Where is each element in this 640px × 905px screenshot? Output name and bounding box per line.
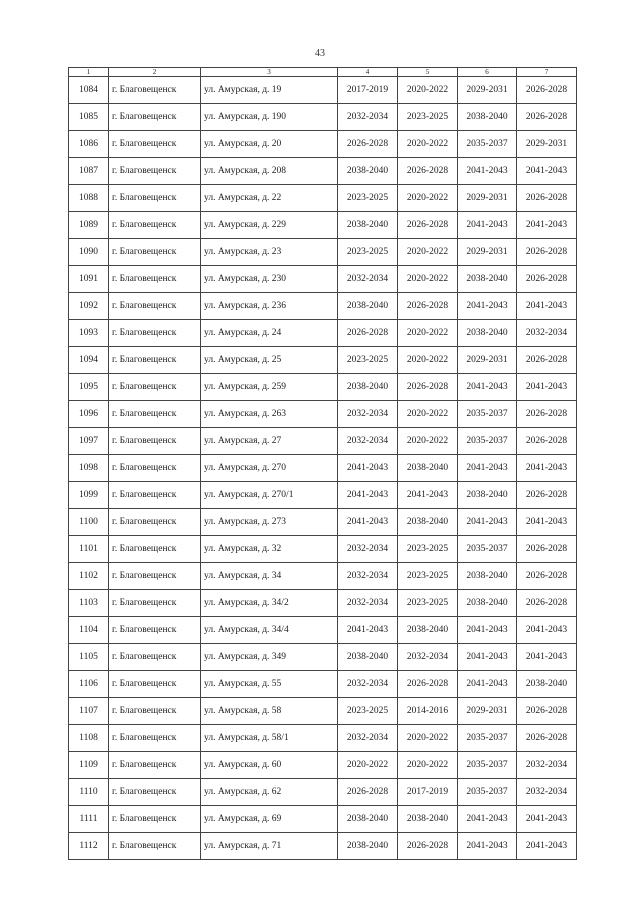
- period-cell: 2038-2040: [398, 617, 458, 644]
- period-cell: 2041-2043: [398, 482, 458, 509]
- period-cell: 2038-2040: [458, 563, 517, 590]
- period-cell: 2029-2031: [458, 347, 517, 374]
- table-row: [69, 347, 577, 374]
- period-cell: 2035-2037: [458, 131, 517, 158]
- period-cell: 2041-2043: [517, 212, 577, 239]
- address-cell: ул. Амурская, д. 27: [201, 428, 338, 455]
- address-cell: ул. Амурская, д. 58/1: [201, 725, 338, 752]
- period-cell: 2041-2043: [338, 617, 398, 644]
- address-cell: ул. Амурская, д. 34/2: [201, 590, 338, 617]
- period-cell: 2041-2043: [517, 374, 577, 401]
- column-number-header: 4: [338, 68, 398, 77]
- address-cell: ул. Амурская, д. 34: [201, 563, 338, 590]
- row-number-cell: 1102: [69, 563, 109, 590]
- period-cell: 2020-2022: [398, 239, 458, 266]
- period-cell: 2026-2028: [517, 563, 577, 590]
- period-cell: 2035-2037: [458, 428, 517, 455]
- city-cell: г. Благовещенск: [109, 104, 201, 131]
- city-cell: г. Благовещенск: [109, 725, 201, 752]
- address-cell: ул. Амурская, д. 25: [201, 347, 338, 374]
- table-row: [69, 212, 577, 239]
- period-cell: 2020-2022: [338, 752, 398, 779]
- address-cell: ул. Амурская, д. 230: [201, 266, 338, 293]
- period-cell: 2032-2034: [338, 725, 398, 752]
- table-row: [69, 806, 577, 833]
- city-cell: г. Благовещенск: [109, 428, 201, 455]
- period-cell: 2038-2040: [338, 212, 398, 239]
- address-cell: ул. Амурская, д. 270/1: [201, 482, 338, 509]
- period-cell: 2038-2040: [458, 590, 517, 617]
- period-cell: 2038-2040: [517, 671, 577, 698]
- city-cell: г. Благовещенск: [109, 185, 201, 212]
- city-cell: г. Благовещенск: [109, 158, 201, 185]
- row-number-cell: 1087: [69, 158, 109, 185]
- table-row: [69, 158, 577, 185]
- period-cell: 2023-2025: [338, 185, 398, 212]
- table-row: [69, 320, 577, 347]
- row-number-cell: 1112: [69, 833, 109, 860]
- period-cell: 2041-2043: [458, 212, 517, 239]
- period-cell: 2041-2043: [458, 671, 517, 698]
- table-row: [69, 536, 577, 563]
- period-cell: 2020-2022: [398, 347, 458, 374]
- row-number-cell: 1107: [69, 698, 109, 725]
- row-number-cell: 1108: [69, 725, 109, 752]
- period-cell: 2029-2031: [458, 185, 517, 212]
- address-cell: ул. Амурская, д. 32: [201, 536, 338, 563]
- row-number-cell: 1089: [69, 212, 109, 239]
- city-cell: г. Благовещенск: [109, 77, 201, 104]
- table-row: [69, 185, 577, 212]
- period-cell: 2023-2025: [338, 347, 398, 374]
- row-number-cell: 1101: [69, 536, 109, 563]
- address-cell: ул. Амурская, д. 22: [201, 185, 338, 212]
- period-cell: 2020-2022: [398, 401, 458, 428]
- period-cell: 2026-2028: [398, 374, 458, 401]
- period-cell: 2032-2034: [398, 644, 458, 671]
- table-row: [69, 401, 577, 428]
- period-cell: 2041-2043: [458, 806, 517, 833]
- period-cell: 2038-2040: [458, 482, 517, 509]
- column-number-header: 7: [517, 68, 577, 77]
- period-cell: 2041-2043: [458, 374, 517, 401]
- table-row: [69, 671, 577, 698]
- period-cell: 2026-2028: [517, 698, 577, 725]
- period-cell: 2026-2028: [338, 779, 398, 806]
- period-cell: 2020-2022: [398, 266, 458, 293]
- row-number-cell: 1095: [69, 374, 109, 401]
- city-cell: г. Благовещенск: [109, 509, 201, 536]
- table-row: [69, 482, 577, 509]
- period-cell: 2041-2043: [517, 833, 577, 860]
- period-cell: 2038-2040: [338, 158, 398, 185]
- table-row: [69, 293, 577, 320]
- city-cell: г. Благовещенск: [109, 239, 201, 266]
- table-row: [69, 77, 577, 104]
- address-cell: ул. Амурская, д. 259: [201, 374, 338, 401]
- table-row: [69, 833, 577, 860]
- period-cell: 2026-2028: [517, 401, 577, 428]
- period-cell: 2041-2043: [338, 482, 398, 509]
- period-cell: 2020-2022: [398, 428, 458, 455]
- row-number-cell: 1100: [69, 509, 109, 536]
- period-cell: 2032-2034: [338, 401, 398, 428]
- period-cell: 2023-2025: [338, 698, 398, 725]
- period-cell: 2029-2031: [458, 698, 517, 725]
- city-cell: г. Благовещенск: [109, 779, 201, 806]
- address-cell: ул. Амурская, д. 19: [201, 77, 338, 104]
- row-number-cell: 1086: [69, 131, 109, 158]
- period-cell: 2041-2043: [338, 455, 398, 482]
- table-row: [69, 725, 577, 752]
- column-number-header: 2: [109, 68, 201, 77]
- period-cell: 2038-2040: [398, 806, 458, 833]
- period-cell: 2035-2037: [458, 536, 517, 563]
- period-cell: 2041-2043: [458, 509, 517, 536]
- row-number-cell: 1085: [69, 104, 109, 131]
- period-cell: 2023-2025: [398, 536, 458, 563]
- period-cell: 2041-2043: [458, 617, 517, 644]
- address-cell: ул. Амурская, д. 62: [201, 779, 338, 806]
- period-cell: 2038-2040: [398, 455, 458, 482]
- row-number-cell: 1099: [69, 482, 109, 509]
- table-row: [69, 239, 577, 266]
- address-cell: ул. Амурская, д. 20: [201, 131, 338, 158]
- period-cell: 2020-2022: [398, 752, 458, 779]
- city-cell: г. Благовещенск: [109, 590, 201, 617]
- table-row: [69, 104, 577, 131]
- address-cell: ул. Амурская, д. 71: [201, 833, 338, 860]
- table-row: [69, 455, 577, 482]
- row-number-cell: 1109: [69, 752, 109, 779]
- period-cell: 2026-2028: [398, 293, 458, 320]
- period-cell: 2026-2028: [517, 239, 577, 266]
- period-cell: 2026-2028: [517, 428, 577, 455]
- address-cell: ул. Амурская, д. 60: [201, 752, 338, 779]
- table-row: [69, 428, 577, 455]
- row-number-cell: 1103: [69, 590, 109, 617]
- column-number-row: [69, 68, 577, 77]
- city-cell: г. Благовещенск: [109, 266, 201, 293]
- period-cell: 2038-2040: [338, 293, 398, 320]
- address-cell: ул. Амурская, д. 273: [201, 509, 338, 536]
- period-cell: 2017-2019: [398, 779, 458, 806]
- address-cell: ул. Амурская, д. 34/4: [201, 617, 338, 644]
- period-cell: 2023-2025: [338, 239, 398, 266]
- period-cell: 2026-2028: [398, 833, 458, 860]
- period-cell: 2032-2034: [338, 104, 398, 131]
- row-number-cell: 1105: [69, 644, 109, 671]
- table-row: [69, 374, 577, 401]
- period-cell: 2038-2040: [338, 806, 398, 833]
- period-cell: 2041-2043: [458, 644, 517, 671]
- period-cell: 2041-2043: [458, 455, 517, 482]
- period-cell: 2020-2022: [398, 725, 458, 752]
- city-cell: г. Благовещенск: [109, 212, 201, 239]
- table-row: [69, 266, 577, 293]
- column-number-header: 6: [458, 68, 517, 77]
- period-cell: 2041-2043: [458, 833, 517, 860]
- period-cell: 2041-2043: [517, 806, 577, 833]
- period-cell: 2020-2022: [398, 320, 458, 347]
- period-cell: 2026-2028: [338, 320, 398, 347]
- housing-registry-table: [68, 67, 577, 860]
- city-cell: г. Благовещенск: [109, 833, 201, 860]
- address-cell: ул. Амурская, д. 55: [201, 671, 338, 698]
- period-cell: 2041-2043: [458, 158, 517, 185]
- city-cell: г. Благовещенск: [109, 617, 201, 644]
- city-cell: г. Благовещенск: [109, 752, 201, 779]
- period-cell: 2026-2028: [517, 104, 577, 131]
- period-cell: 2038-2040: [338, 644, 398, 671]
- period-cell: 2038-2040: [458, 266, 517, 293]
- period-cell: 2029-2031: [458, 239, 517, 266]
- row-number-cell: 1098: [69, 455, 109, 482]
- row-number-cell: 1110: [69, 779, 109, 806]
- period-cell: 2020-2022: [398, 185, 458, 212]
- period-cell: 2032-2034: [338, 590, 398, 617]
- row-number-cell: 1093: [69, 320, 109, 347]
- row-number-cell: 1084: [69, 77, 109, 104]
- period-cell: 2032-2034: [517, 752, 577, 779]
- period-cell: 2041-2043: [517, 158, 577, 185]
- column-number-header: 5: [398, 68, 458, 77]
- city-cell: г. Благовещенск: [109, 806, 201, 833]
- period-cell: 2023-2025: [398, 563, 458, 590]
- period-cell: 2032-2034: [338, 563, 398, 590]
- city-cell: г. Благовещенск: [109, 671, 201, 698]
- city-cell: г. Благовещенск: [109, 131, 201, 158]
- row-number-cell: 1111: [69, 806, 109, 833]
- address-cell: ул. Амурская, д. 229: [201, 212, 338, 239]
- city-cell: г. Благовещенск: [109, 374, 201, 401]
- period-cell: 2029-2031: [458, 77, 517, 104]
- row-number-cell: 1104: [69, 617, 109, 644]
- period-cell: 2020-2022: [398, 77, 458, 104]
- address-cell: ул. Амурская, д. 190: [201, 104, 338, 131]
- period-cell: 2026-2028: [517, 590, 577, 617]
- period-cell: 2020-2022: [398, 131, 458, 158]
- city-cell: г. Благовещенск: [109, 482, 201, 509]
- period-cell: 2026-2028: [517, 77, 577, 104]
- table-row: [69, 131, 577, 158]
- row-number-cell: 1091: [69, 266, 109, 293]
- period-cell: 2029-2031: [517, 131, 577, 158]
- period-cell: 2035-2037: [458, 752, 517, 779]
- period-cell: 2041-2043: [517, 644, 577, 671]
- period-cell: 2017-2019: [338, 77, 398, 104]
- row-number-cell: 1094: [69, 347, 109, 374]
- period-cell: 2026-2028: [517, 482, 577, 509]
- row-number-cell: 1090: [69, 239, 109, 266]
- period-cell: 2026-2028: [398, 671, 458, 698]
- city-cell: г. Благовещенск: [109, 698, 201, 725]
- address-cell: ул. Амурская, д. 349: [201, 644, 338, 671]
- table-row: [69, 779, 577, 806]
- period-cell: 2038-2040: [458, 320, 517, 347]
- period-cell: 2032-2034: [338, 671, 398, 698]
- city-cell: г. Благовещенск: [109, 293, 201, 320]
- table-row: [69, 617, 577, 644]
- period-cell: 2023-2025: [398, 590, 458, 617]
- period-cell: 2041-2043: [458, 293, 517, 320]
- table-row: [69, 752, 577, 779]
- address-cell: ул. Амурская, д. 24: [201, 320, 338, 347]
- address-cell: ул. Амурская, д. 236: [201, 293, 338, 320]
- period-cell: 2032-2034: [517, 779, 577, 806]
- row-number-cell: 1096: [69, 401, 109, 428]
- address-cell: ул. Амурская, д. 69: [201, 806, 338, 833]
- period-cell: 2038-2040: [338, 374, 398, 401]
- period-cell: 2041-2043: [517, 617, 577, 644]
- period-cell: 2035-2037: [458, 725, 517, 752]
- table-row: [69, 644, 577, 671]
- table-row: [69, 590, 577, 617]
- period-cell: 2032-2034: [338, 536, 398, 563]
- period-cell: 2035-2037: [458, 401, 517, 428]
- row-number-cell: 1106: [69, 671, 109, 698]
- row-number-cell: 1088: [69, 185, 109, 212]
- city-cell: г. Благовещенск: [109, 320, 201, 347]
- column-number-header: 3: [201, 68, 338, 77]
- period-cell: 2032-2034: [338, 266, 398, 293]
- period-cell: 2023-2025: [398, 104, 458, 131]
- period-cell: 2026-2028: [398, 158, 458, 185]
- address-cell: ул. Амурская, д. 263: [201, 401, 338, 428]
- city-cell: г. Благовещенск: [109, 644, 201, 671]
- row-number-cell: 1092: [69, 293, 109, 320]
- table-row: [69, 509, 577, 536]
- row-number-cell: 1097: [69, 428, 109, 455]
- period-cell: 2026-2028: [517, 725, 577, 752]
- table-body: [69, 77, 577, 860]
- city-cell: г. Благовещенск: [109, 347, 201, 374]
- period-cell: 2041-2043: [517, 509, 577, 536]
- period-cell: 2032-2034: [517, 320, 577, 347]
- city-cell: г. Благовещенск: [109, 401, 201, 428]
- table-row: [69, 563, 577, 590]
- city-cell: г. Благовещенск: [109, 536, 201, 563]
- period-cell: 2026-2028: [517, 266, 577, 293]
- city-cell: г. Благовещенск: [109, 563, 201, 590]
- period-cell: 2026-2028: [398, 212, 458, 239]
- period-cell: 2026-2028: [517, 347, 577, 374]
- period-cell: 2041-2043: [338, 509, 398, 536]
- address-cell: ул. Амурская, д. 58: [201, 698, 338, 725]
- address-cell: ул. Амурская, д. 208: [201, 158, 338, 185]
- city-cell: г. Благовещенск: [109, 455, 201, 482]
- table-row: [69, 698, 577, 725]
- column-number-header: 1: [69, 68, 109, 77]
- period-cell: 2041-2043: [517, 293, 577, 320]
- period-cell: 2038-2040: [338, 833, 398, 860]
- address-cell: ул. Амурская, д. 270: [201, 455, 338, 482]
- period-cell: 2038-2040: [458, 104, 517, 131]
- address-cell: ул. Амурская, д. 23: [201, 239, 338, 266]
- page-number: 43: [315, 48, 325, 59]
- period-cell: 2038-2040: [398, 509, 458, 536]
- period-cell: 2026-2028: [517, 185, 577, 212]
- period-cell: 2026-2028: [517, 536, 577, 563]
- period-cell: 2035-2037: [458, 779, 517, 806]
- period-cell: 2032-2034: [338, 428, 398, 455]
- period-cell: 2026-2028: [338, 131, 398, 158]
- period-cell: 2014-2016: [398, 698, 458, 725]
- period-cell: 2041-2043: [517, 455, 577, 482]
